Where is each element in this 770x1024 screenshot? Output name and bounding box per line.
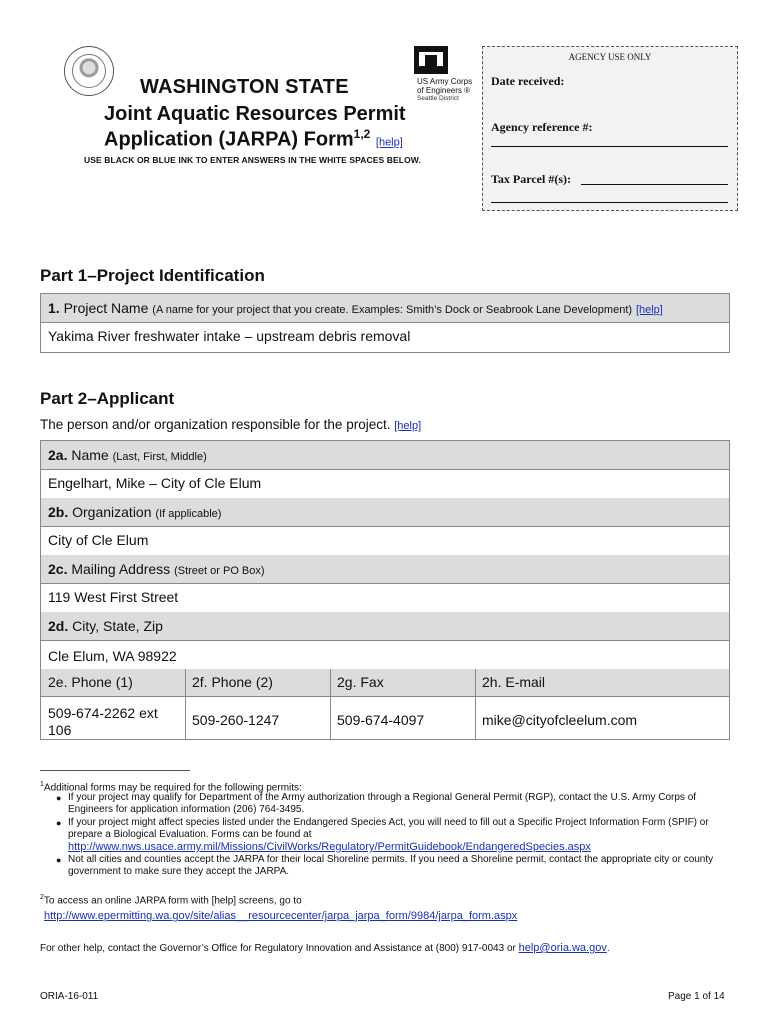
city-state-zip-label-row bbox=[41, 612, 729, 640]
bullet-icon: ● bbox=[56, 818, 62, 828]
agency-reference-label: Agency reference #: bbox=[491, 120, 593, 134]
organization-label-row bbox=[41, 498, 729, 526]
form-title-line2 bbox=[104, 127, 403, 152]
footnote-2 bbox=[40, 892, 730, 922]
ink-instruction: USE BLACK OR BLUE INK TO ENTER ANSWERS IN THE WHITE SPACES BELOW. bbox=[84, 155, 421, 165]
bullet-icon: ● bbox=[56, 855, 62, 865]
phone2-field[interactable] bbox=[192, 712, 279, 728]
agency-reference-line bbox=[491, 146, 728, 147]
col-divider-1 bbox=[185, 669, 186, 739]
tax-parcel-label: Tax Parcel #(s): bbox=[491, 172, 571, 186]
project-name-help-link[interactable]: [help] bbox=[635, 304, 663, 316]
title-help-link[interactable]: [help] bbox=[375, 136, 403, 149]
date-received-label: Date received: bbox=[491, 74, 565, 88]
usace-district: Seattle District bbox=[417, 95, 459, 102]
form-title-text: Application (JARPA) Form bbox=[104, 128, 354, 151]
form-title-footnote-ref: 1,2 bbox=[353, 127, 371, 141]
email-label: 2h. E-mail bbox=[482, 674, 546, 690]
fax-field[interactable] bbox=[337, 712, 424, 728]
name-label-row bbox=[41, 441, 729, 469]
tax-parcel-line-2 bbox=[491, 202, 728, 203]
phone2-value: 509-260-1247 bbox=[192, 712, 280, 728]
fax-label: 2g. Fax bbox=[337, 674, 384, 690]
usace-castle-logo bbox=[414, 46, 448, 74]
footnote-bullet-shoreline: ● Not all cities and counties accept the JARPA for their local Shoreline permits. If you need a Shoreline permit, contact the appropriate city or county government to make sure they accept the JARPA. bbox=[56, 854, 714, 877]
footnote-1-bullets bbox=[56, 792, 736, 878]
organization-value: City of Cle Elum bbox=[48, 532, 149, 548]
form-title-line1: Joint Aquatic Resources Permit bbox=[104, 103, 406, 125]
footnote-rule bbox=[40, 770, 190, 771]
part1-title: Part 1–Project Identification bbox=[40, 266, 265, 285]
phone1-label: 2e. Phone (1) bbox=[48, 674, 133, 690]
organization-field[interactable] bbox=[41, 526, 729, 555]
name-label: 2a. Name (Last, First, Middle) bbox=[48, 447, 207, 463]
phone2-label: 2f. Phone (2) bbox=[192, 674, 273, 690]
project-name-label: 1. Project Name (A name for your project that you create. Examples: Smith’s Dock or Seabrook Lane Development) [help] bbox=[48, 300, 663, 316]
footnote-1-intro: $^1$Additional forms may be required for the following permits: bbox=[40, 781, 302, 794]
email-field[interactable] bbox=[482, 712, 637, 728]
name-field[interactable] bbox=[41, 469, 729, 498]
project-name-table bbox=[40, 293, 730, 353]
footnote-2-text: $^2$To access an online JARPA form with [help] screens, go to bbox=[40, 894, 302, 907]
name-value: Engelhart, Mike – City of Cle Elum bbox=[48, 475, 262, 491]
oria-email-link[interactable]: help@oria.wa.gov bbox=[518, 942, 607, 954]
applicant-table bbox=[40, 440, 730, 740]
organization-label: 2b. Organization (If applicable) bbox=[48, 504, 222, 520]
phone1-value: 509-674-2262 ext bbox=[48, 705, 158, 721]
washington-state-seal bbox=[64, 46, 114, 96]
part2-help-link[interactable]: [help] bbox=[394, 420, 422, 432]
phone1-field[interactable] bbox=[48, 705, 158, 739]
part2-title: Part 2–Applicant bbox=[40, 389, 175, 408]
online-jarpa-link[interactable]: http://www.epermitting.wa.gov/site/alias__resourcecenter/jarpa_jarpa_form/9984/jarpa_form.aspx bbox=[44, 910, 518, 923]
contacts-label-row bbox=[41, 669, 729, 696]
footnote-bullet-rgp: ● If your project may qualify for Department of the Army authorization through a Regional General Permit (RGP), contact the U.S. Army Corps of Engineers for application information (206) 764-3495. bbox=[56, 792, 697, 815]
col-divider-2 bbox=[330, 669, 331, 739]
project-name-value: Yakima River freshwater intake – upstream debris removal bbox=[48, 328, 411, 344]
agency-use-heading: AGENCY USE ONLY bbox=[568, 52, 652, 62]
other-help: For other help, contact the Governor’s Office for Regulatory Innovation and Assistance at (800) 917-0043 or help@oria.wa.gov. bbox=[40, 942, 610, 954]
phone1-value-ext: 106 bbox=[48, 722, 72, 738]
city-state-zip-label: 2d. City, State, Zip bbox=[48, 618, 163, 634]
project-name-label-row bbox=[41, 294, 729, 322]
mailing-address-value: 119 West First Street bbox=[48, 589, 179, 605]
city-state-zip-value: Cle Elum, WA 98922 bbox=[48, 648, 177, 664]
part2-intro: The person and/or organization responsible for the project. [help] bbox=[40, 417, 422, 432]
city-state-zip-field[interactable] bbox=[41, 640, 729, 669]
email-value: mike@cityofcleelum.com bbox=[482, 712, 638, 728]
state-title: WASHINGTON STATE bbox=[140, 76, 349, 98]
col-divider-3 bbox=[475, 669, 476, 739]
project-name-field[interactable] bbox=[41, 322, 729, 352]
footnote-bullet-esa: ● If your project might affect species listed under the Endangered Species Act, you will need to fill out a Specific Project Information Form (SPIF) or prepare a Biological Evaluation. Forms can be found at http://www.nws.usace.army.mil/Missions/CivilWorks/Regulatory/PermitGuidebook/EndangeredSpecies.aspx bbox=[56, 817, 736, 853]
mailing-address-label-row bbox=[41, 555, 729, 583]
page-number: Page 1 of 14 bbox=[668, 991, 725, 1002]
usace-line1: US Army Corps bbox=[417, 77, 473, 86]
usace-label bbox=[417, 78, 472, 104]
form-id: ORIA-16-011 bbox=[40, 991, 99, 1002]
fax-value: 509-674-4097 bbox=[337, 712, 425, 728]
mailing-address-label: 2c. Mailing Address (Street or PO Box) bbox=[48, 561, 265, 577]
usace-line2: of Engineers ® bbox=[417, 85, 471, 95]
mailing-address-field[interactable] bbox=[41, 583, 729, 612]
bullet-icon: ● bbox=[56, 793, 62, 803]
tax-parcel-line bbox=[581, 184, 728, 185]
esa-forms-link[interactable]: http://www.nws.usace.army.mil/Missions/CivilWorks/Regulatory/PermitGuidebook/EndangeredSpecies.aspx bbox=[68, 841, 591, 853]
